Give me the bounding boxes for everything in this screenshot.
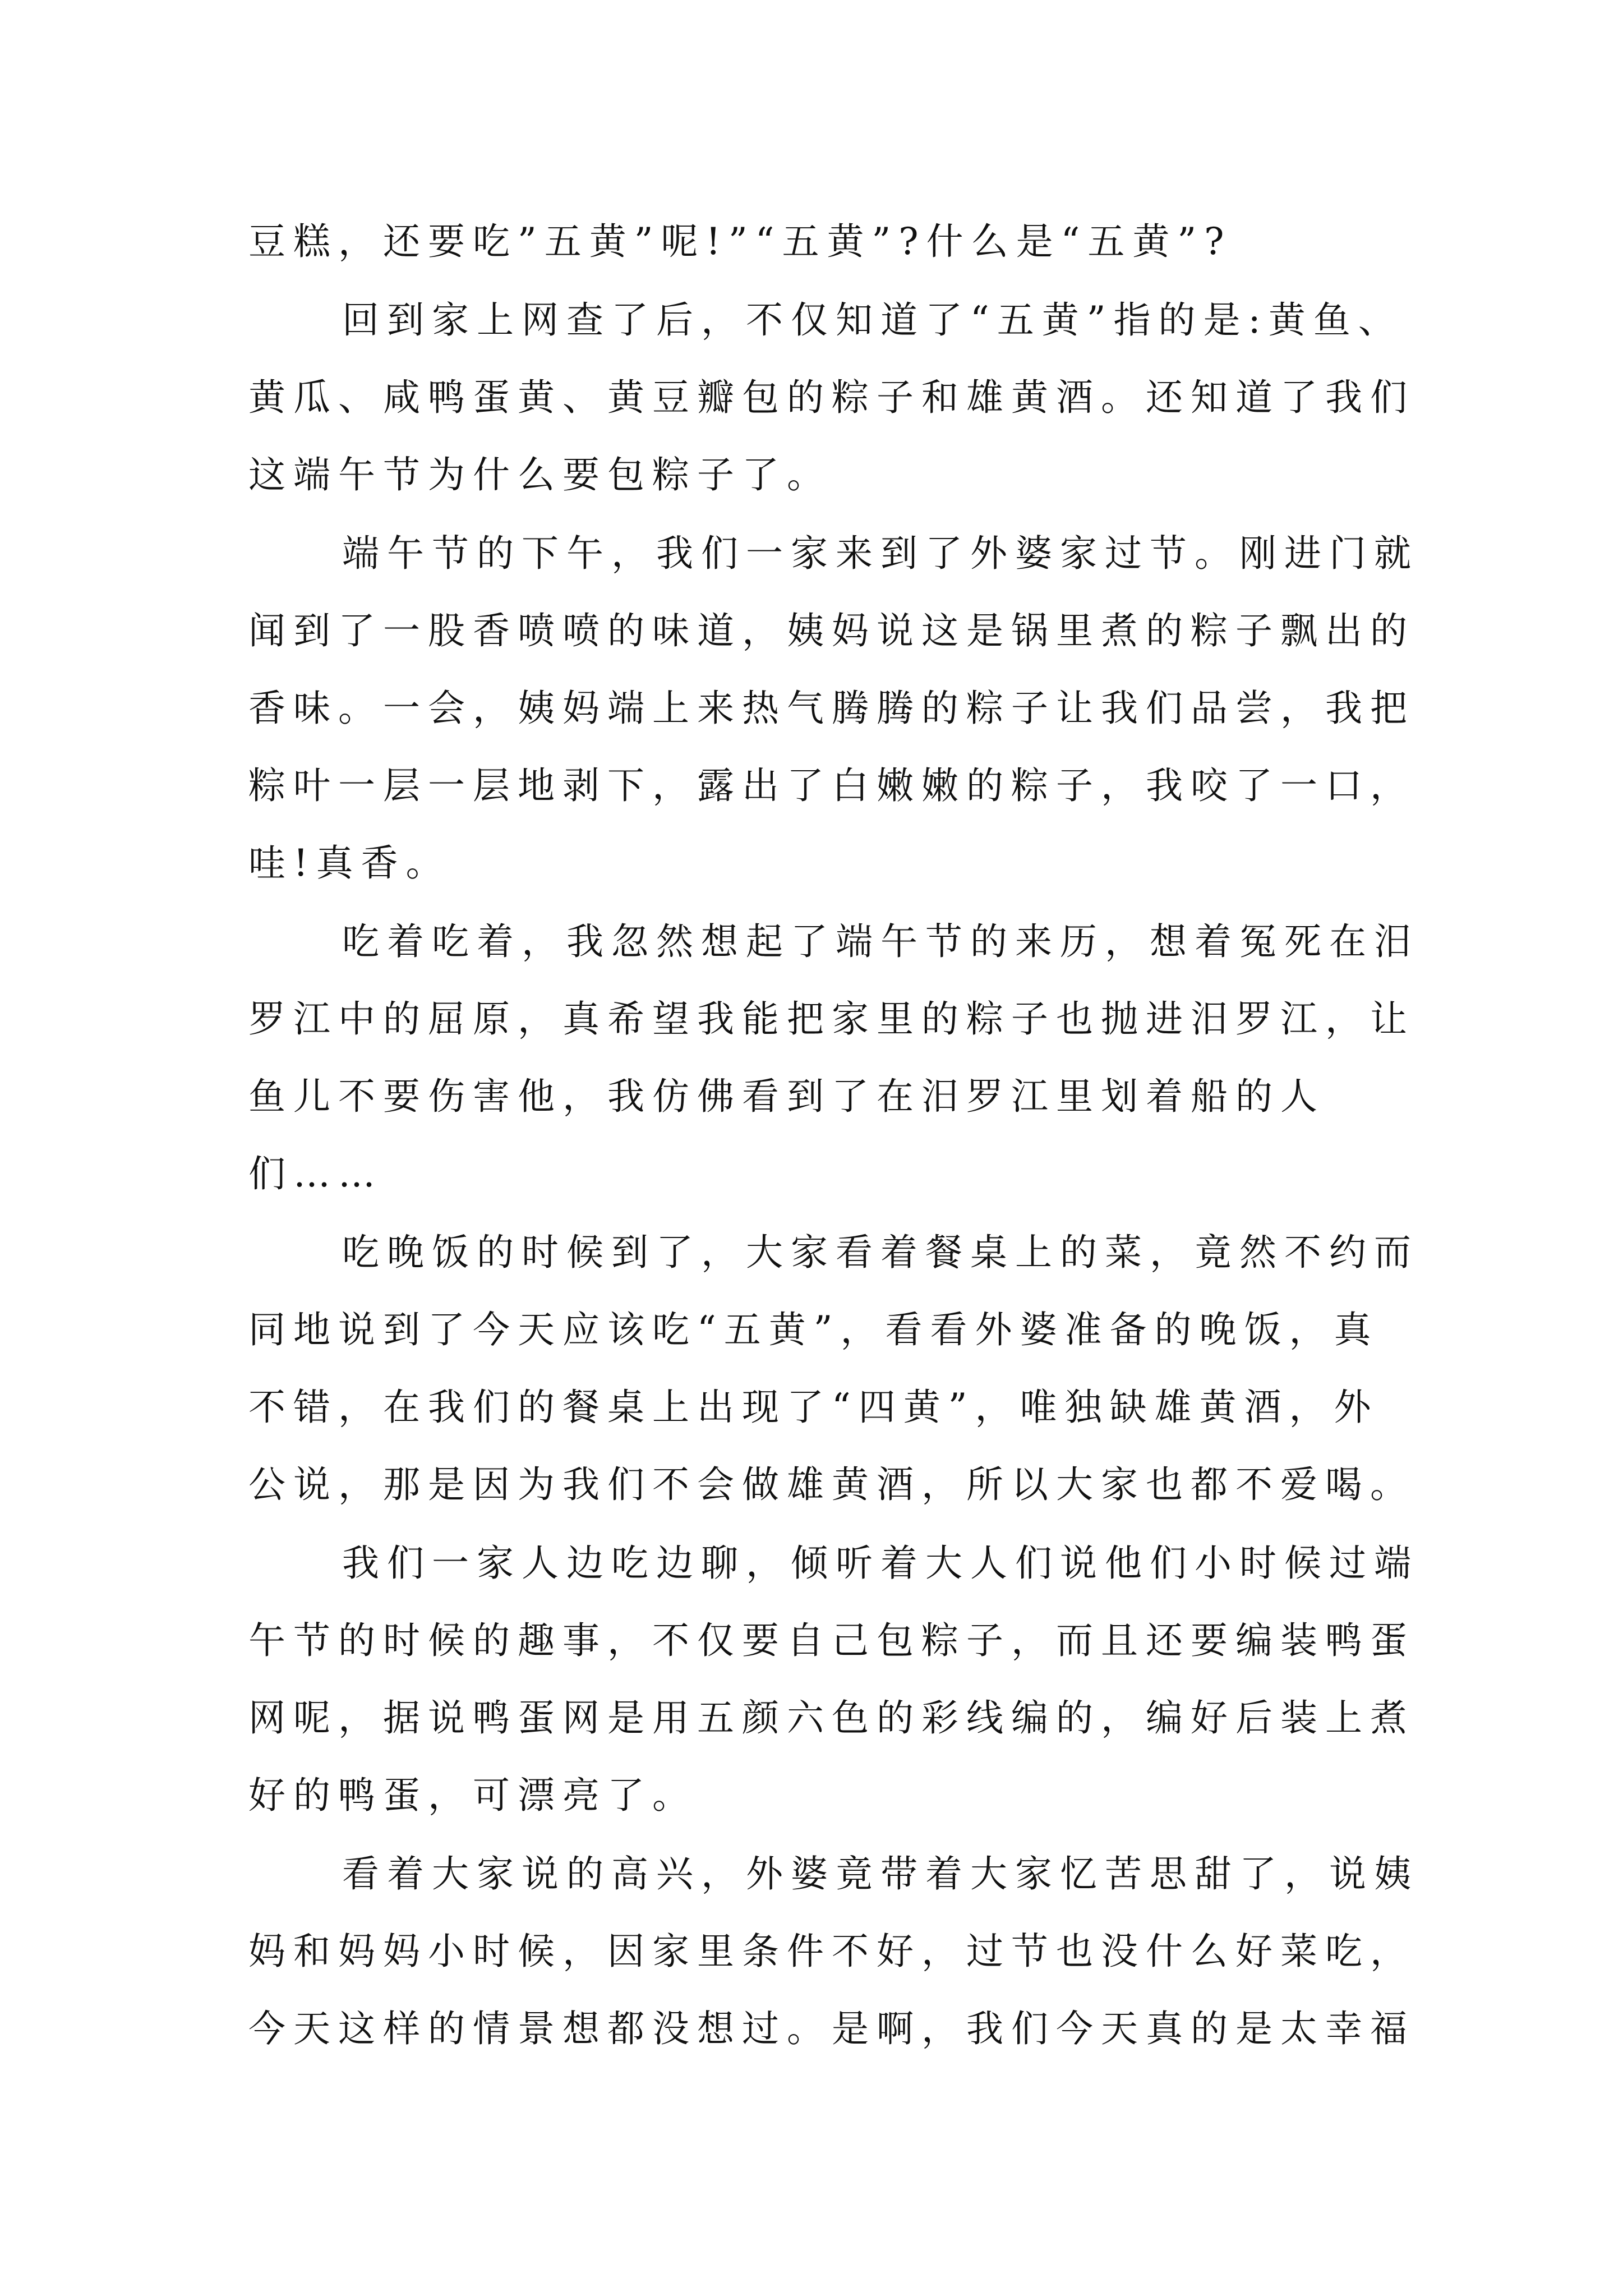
text-line: 香味。一会，姨妈端上来热气腾腾的粽子让我们品尝，我把 xyxy=(248,687,1415,730)
text-line: 粽叶一层一层地剥下，露出了白嫩嫩的粽子，我咬了一口， xyxy=(248,764,1415,807)
text-line: 妈和妈妈小时候，因家里条件不好，过节也没什么好菜吃， xyxy=(248,1930,1415,1973)
paragraph-start: 吃着吃着，我忽然想起了端午节的来历，想着冤死在汨 xyxy=(342,920,1419,963)
text-line: 黄瓜、咸鸭蛋黄、黄豆瓣包的粽子和雄黄酒。还知道了我们 xyxy=(248,376,1415,419)
paragraph-start: 看着大家说的高兴，外婆竟带着大家忆苦思甜了，说姨 xyxy=(342,1852,1419,1895)
text-line: 网呢，据说鸭蛋网是用五颜六色的彩线编的，编好后装上煮 xyxy=(248,1696,1415,1740)
text-line: 鱼儿不要伤害他，我仿佛看到了在汨罗江里划着船的人 xyxy=(248,1075,1325,1118)
paragraph-start: 端午节的下午，我们一家来到了外婆家过节。刚进门就 xyxy=(342,532,1419,575)
text-line: 同地说到了今天应该吃“五黄”，看看外婆准备的晚饭，真 xyxy=(248,1308,1379,1351)
text-line: 公说，那是因为我们不会做雄黄酒，所以大家也都不爱喝。 xyxy=(248,1463,1415,1506)
text-line: 豆糕，还要吃”五黄”呢!”“五黄”?什么是“五黄”? xyxy=(248,220,1232,263)
text-line: 闻到了一股香喷喷的味道，姨妈说这是锅里煮的粽子飘出的 xyxy=(248,609,1415,652)
text-line: 这端午节为什么要包粽子了。 xyxy=(248,453,832,496)
text-line: 好的鸭蛋，可漂亮了。 xyxy=(248,1774,697,1817)
paragraph-start: 我们一家人边吃边聊，倾听着大人们说他们小时候过端 xyxy=(342,1542,1419,1585)
text-line: 今天这样的情景想都没想过。是啊，我们今天真的是太幸福 xyxy=(248,2007,1415,2050)
text-line: 午节的时候的趣事，不仅要自己包粽子，而且还要编装鸭蛋 xyxy=(248,1619,1415,1662)
paragraph-start: 吃晚饭的时候到了，大家看着餐桌上的菜，竟然不约而 xyxy=(342,1231,1419,1274)
text-line: 哇!真香。 xyxy=(248,841,451,885)
text-line: 们…… xyxy=(248,1152,383,1195)
text-line: 罗江中的屈原，真希望我能把家里的粽子也抛进汨罗江，让 xyxy=(248,997,1415,1041)
text-line: 不错，在我们的餐桌上出现了“四黄”，唯独缺雄黄酒，外 xyxy=(248,1386,1379,1429)
paragraph-start: 回到家上网查了后，不仅知道了“五黄”指的是:黄鱼、 xyxy=(342,298,1403,342)
